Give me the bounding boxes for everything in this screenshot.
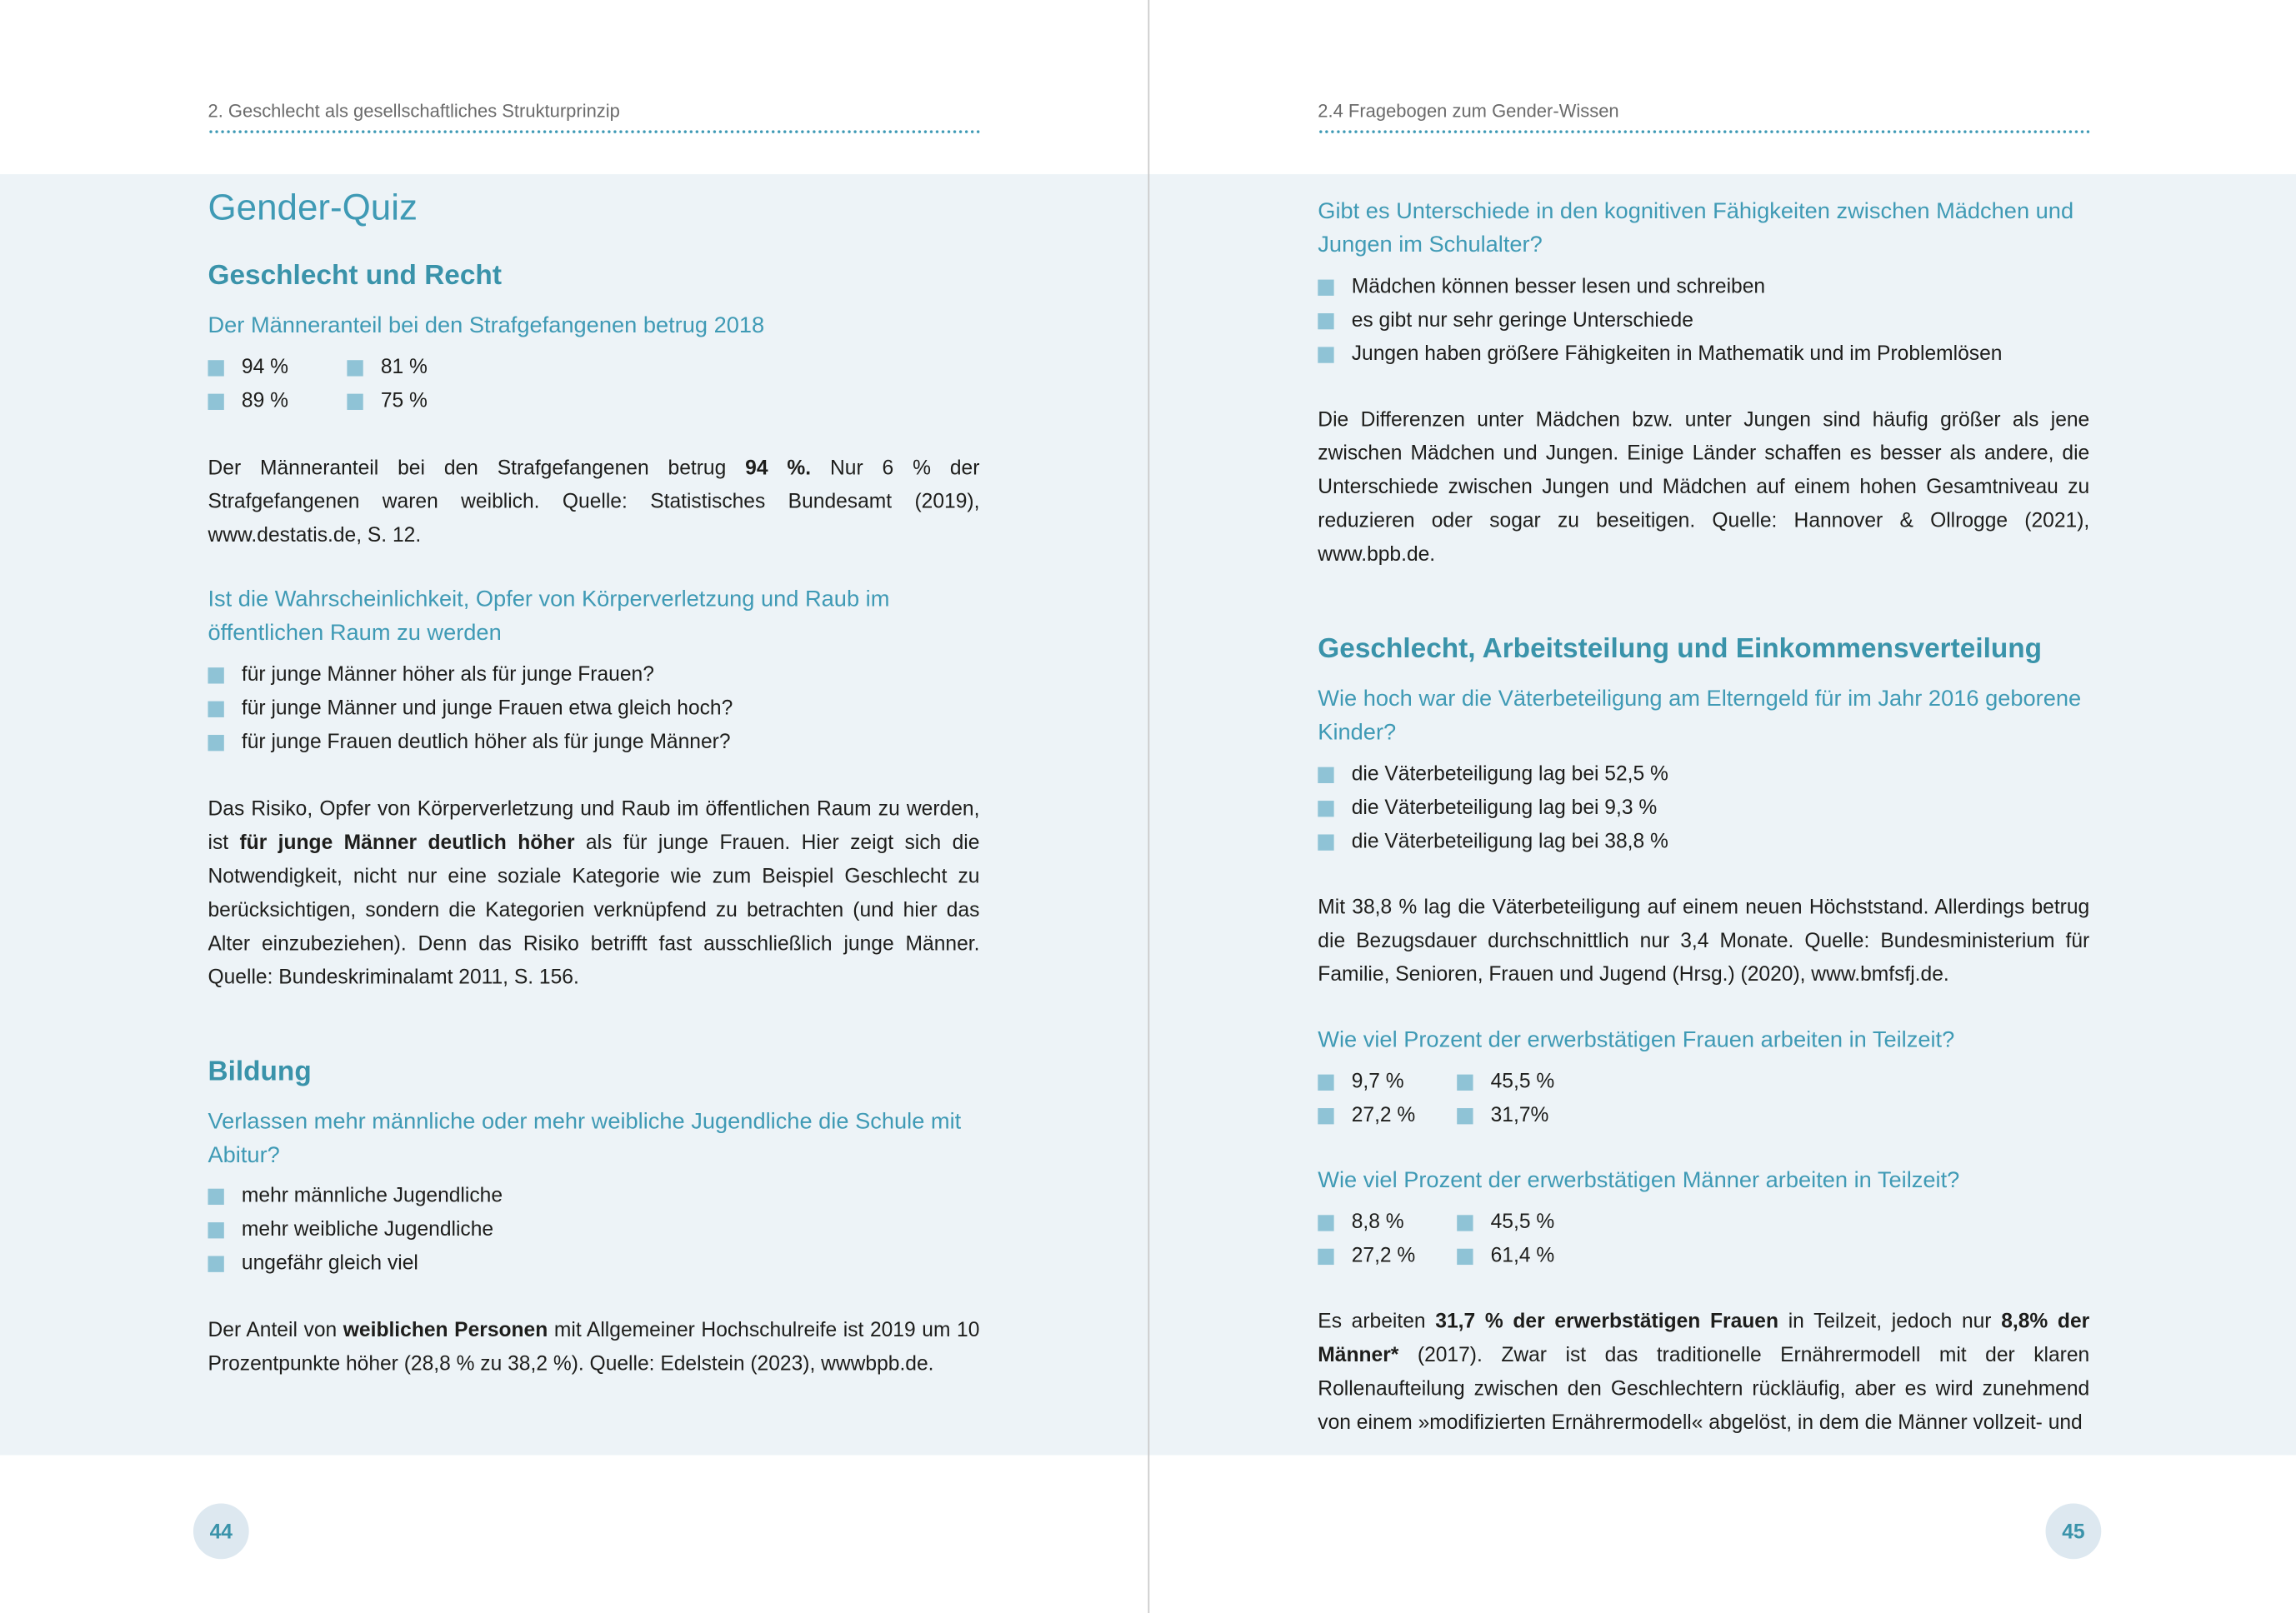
answer-option[interactable] [347, 383, 523, 417]
option-label: 81 % [380, 354, 428, 378]
dotted-rule [1318, 130, 2089, 133]
option-label: ungefähr gleich viel [241, 1250, 418, 1274]
checkbox-square-icon [1318, 834, 1333, 850]
checkbox-square-icon [347, 394, 363, 410]
answer-options [1318, 1205, 2089, 1272]
option-label: 61,4 % [1490, 1242, 1555, 1266]
option-label: die Väterbeteiligung lag bei 9,3 % [1351, 795, 1658, 819]
checkbox-square-icon [208, 1189, 223, 1205]
option-label: 27,2 % [1351, 1102, 1416, 1126]
option-label: 45,5 % [1490, 1068, 1555, 1092]
checkbox-square-icon [1457, 1249, 1473, 1265]
section-heading: Bildung [208, 1056, 312, 1088]
answer-option[interactable] [208, 691, 979, 724]
option-label: 8,8 % [1351, 1209, 1404, 1233]
answer-option[interactable] [347, 350, 523, 383]
checkbox-square-icon [347, 360, 363, 376]
answer-options [208, 1178, 979, 1279]
option-label: 9,7 % [1351, 1068, 1404, 1092]
quiz-question: Ist die Wahrscheinlichkeit, Opfer von Körperverletzung und Raub im öffentlichen Raum zu werden [208, 587, 890, 646]
answer-option[interactable] [1318, 337, 2089, 370]
answer-option[interactable] [208, 657, 979, 691]
checkbox-square-icon [1318, 1249, 1333, 1265]
answer-options [1318, 269, 2089, 370]
option-label: 94 % [241, 354, 288, 378]
option-label: für junge Männer und junge Frauen etwa gleich hoch? [241, 695, 733, 719]
section-heading: Geschlecht und Recht [208, 260, 502, 292]
checkbox-square-icon [1318, 767, 1333, 783]
answer-option[interactable] [208, 1246, 979, 1279]
checkbox-square-icon [208, 1222, 223, 1238]
checkbox-square-icon [1318, 1215, 1333, 1231]
section-heading: Geschlecht, Arbeitsteilung und Einkommensverteilung [1318, 633, 2043, 665]
answer-explanation: Mit 38,8 % lag die Väterbeteiligung auf einem neuen Höchststand. Allerdings betrug die Bezugsdauer durchschnittlich nur 3,4 Monate. Quelle: Bundesministerium für Familie, Senioren, Frauen und Jugend (Hrsg.) (2020), www.bmfsfj.de. [1318, 894, 2090, 986]
option-label: Mädchen können besser lesen und schreiben [1351, 273, 1766, 297]
answer-option[interactable] [1318, 1064, 1457, 1097]
checkbox-square-icon [1318, 347, 1333, 362]
answer-options [1318, 1064, 2089, 1131]
answer-option[interactable] [1457, 1238, 1633, 1271]
checkbox-square-icon [208, 667, 223, 683]
option-label: mehr weibliche Jugendliche [241, 1216, 494, 1241]
option-label: für junge Männer höher als für junge Frauen? [241, 662, 654, 686]
option-label: Jungen haben größere Fähigkeiten in Mathematik und im Problemlösen [1351, 341, 2003, 365]
checkbox-square-icon [1318, 1108, 1333, 1124]
page-title: Gender-Quiz [208, 187, 418, 229]
answer-option[interactable] [1318, 1238, 1457, 1271]
quiz-question: Der Männeranteil bei den Strafgefangenen betrug 2018 [208, 312, 765, 338]
checkbox-square-icon [208, 1256, 223, 1272]
checkbox-square-icon [1318, 313, 1333, 329]
dotted-rule [208, 130, 979, 133]
checkbox-square-icon [208, 735, 223, 751]
checkbox-square-icon [1457, 1215, 1473, 1231]
answer-option[interactable] [1318, 1098, 1457, 1131]
option-label: mehr männliche Jugendliche [241, 1182, 503, 1206]
option-label: es gibt nur sehr geringe Unterschiede [1351, 307, 1693, 332]
answer-option[interactable] [1457, 1064, 1633, 1097]
checkbox-square-icon [208, 394, 223, 410]
answer-option[interactable] [1318, 757, 2089, 790]
answer-options [208, 657, 979, 758]
answer-explanation: Es arbeiten 31,7 % der erwerbstätigen Frauen in Teilzeit, jedoch nur 8,8% der Männer* (2017). Zwar ist das traditionelle Ernährermodell mit der klaren Rollenaufteilung zwischen den Geschlechtern rückläufig, aber es wird zunehmend von einem »modifizierten Ernährermodell« abgelöst, in dem die Männer vollzeit- und [1318, 1308, 2090, 1434]
quiz-question: Wie hoch war die Väterbeteiligung am Elterngeld für im Jahr 2016 geborene Kinder? [1318, 687, 2082, 746]
answer-option[interactable] [208, 1212, 979, 1246]
page-number: 45 [2046, 1503, 2102, 1559]
answer-option[interactable] [1318, 269, 2089, 302]
option-label: für junge Frauen deutlich höher als für junge Männer? [241, 728, 731, 753]
option-label: 27,2 % [1351, 1242, 1416, 1266]
checkbox-square-icon [208, 360, 223, 376]
running-head-left: 2. Geschlecht als gesellschaftliches Strukturprinzip [208, 101, 620, 122]
checkbox-square-icon [1318, 280, 1333, 296]
answer-options [208, 350, 979, 417]
quiz-question: Gibt es Unterschiede in den kognitiven Fähigkeiten zwischen Mädchen und Jungen im Schulalter? [1318, 198, 2074, 258]
checkbox-square-icon [1457, 1075, 1473, 1091]
answer-option[interactable] [1457, 1205, 1633, 1238]
answer-option[interactable] [208, 725, 979, 758]
answer-option[interactable] [1318, 791, 2089, 824]
checkbox-square-icon [1318, 801, 1333, 816]
answer-option[interactable] [208, 350, 347, 383]
option-label: 89 % [241, 387, 288, 412]
answer-options [1318, 757, 2089, 857]
option-label: 45,5 % [1490, 1209, 1555, 1233]
answer-option[interactable] [1318, 303, 2089, 337]
checkbox-square-icon [1457, 1108, 1473, 1124]
answer-explanation: Der Männeranteil bei den Strafgefangenen betrug 94 %. Nur 6 % der Strafgefangenen waren weiblich. Quelle: Statistisches Bundesamt (2019), www.destatis.de, S. 12. [208, 455, 980, 547]
option-label: 75 % [380, 387, 428, 412]
option-label: die Väterbeteiligung lag bei 52,5 % [1351, 761, 1668, 785]
checkbox-square-icon [208, 702, 223, 717]
page-gutter [1148, 0, 1149, 1613]
answer-explanation: Die Differenzen unter Mädchen bzw. unter Jungen sind häufig größer als jene zwischen Mädchen und Jungen. Einige Länder schaffen es besser als andere, die Unterschiede zwischen Jungen und Mädchen auf einem hohen Gesamtniveau zu reduzieren oder sogar zu beseitigen. Quelle: Hannover & Ollrogge (2021), www.bpb.de. [1318, 407, 2090, 566]
quiz-question: Wie viel Prozent der erwerbstätigen Frauen arbeiten in Teilzeit? [1318, 1027, 1955, 1053]
answer-explanation: Das Risiko, Opfer von Körperverletzung und Raub im öffentlichen Raum zu werden, ist für junge Männer deutlich höher als für junge Frauen. Hier zeigt sich die Notwendigkeit, nicht nur eine soziale Kategorie wie zum Beispiel Geschlecht zu berücksichtigen, sondern die Kategorien verknüpfend zu betrachten (und hier das Alter einzubeziehen). Denn das Risiko betrifft fast ausschließlich junge Männer. Quelle: Bundeskriminalamt 2011, S. 156. [208, 796, 980, 988]
answer-explanation: Der Anteil von weiblichen Personen mit Allgemeiner Hochschulreife ist 2019 um 10 Prozentpunkte höher (28,8 % zu 38,2 %). Quelle: Edelstein (2023), wwwbpb.de. [208, 1317, 980, 1375]
answer-option[interactable] [208, 1178, 979, 1211]
checkbox-square-icon [1318, 1075, 1333, 1091]
answer-option[interactable] [1457, 1098, 1633, 1131]
page-number: 44 [193, 1503, 249, 1559]
option-label: 31,7% [1490, 1102, 1549, 1126]
answer-option[interactable] [208, 383, 347, 417]
option-label: die Väterbeteiligung lag bei 38,8 % [1351, 828, 1668, 852]
quiz-question: Wie viel Prozent der erwerbstätigen Männer arbeiten in Teilzeit? [1318, 1168, 1960, 1193]
answer-option[interactable] [1318, 1205, 1457, 1238]
quiz-question: Verlassen mehr männliche oder mehr weibliche Jugendliche die Schule mit Abitur? [208, 1109, 962, 1169]
running-head-right: 2.4 Fragebogen zum Gender-Wissen [1318, 101, 1619, 122]
answer-option[interactable] [1318, 824, 2089, 857]
